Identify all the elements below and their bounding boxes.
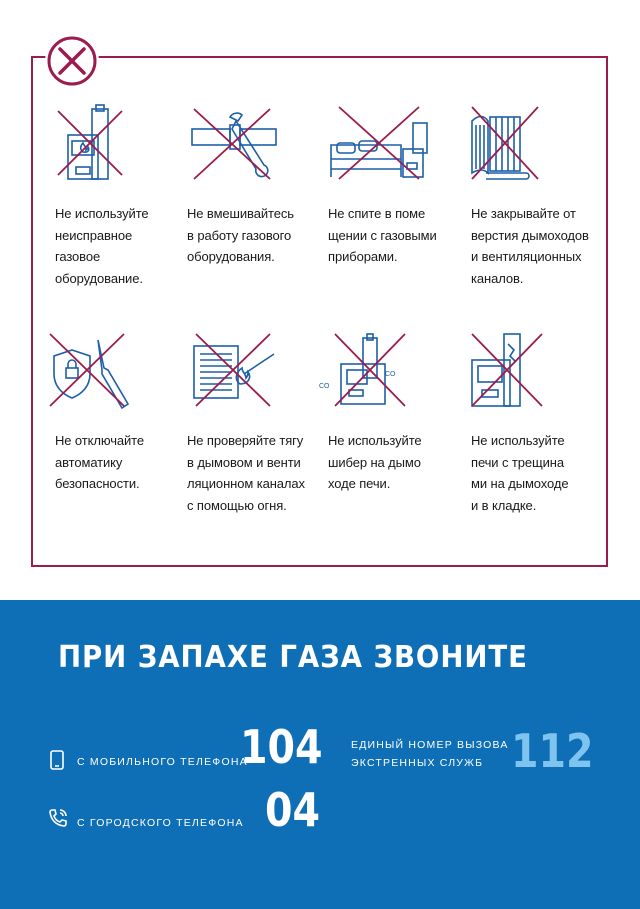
svg-text:CO: CO — [385, 371, 396, 378]
landline-number[interactable]: 04 — [265, 783, 321, 837]
rule-caption: Не проверяйте тягу в дымовом и венти ляционном каналах с помощью огня. — [187, 433, 305, 513]
mobile-phone-icon — [50, 750, 64, 775]
svg-text:CO: CO — [319, 383, 330, 390]
rule-caption: Не отключайте автоматику безопасности. — [55, 433, 145, 491]
rule-caption: Не спите в поме щении с газовыми приборами. — [328, 206, 437, 264]
prohibition-icon — [45, 34, 99, 88]
landline-label: С ГОРОДСКОГО ТЕЛЕФОНА — [77, 817, 244, 829]
mobile-label: С МОБИЛЬНОГО ТЕЛЕФОНА — [77, 756, 248, 768]
stove-damper-co-icon — [315, 330, 399, 410]
emergency-number[interactable]: 112 — [511, 724, 594, 778]
rule-caption: Не вмешивайтесь в работу газового оборудования. — [187, 206, 294, 264]
rule-caption: Не используйте печи с трещина ми на дымоходе и в кладке. — [471, 433, 569, 513]
radiator-cover-icon — [466, 103, 550, 183]
shield-lock-screwdriver-icon — [46, 330, 130, 410]
document-match-flame-icon — [186, 330, 270, 410]
bed-heater-icon — [327, 103, 411, 183]
rule-caption: Не используйте шибер на дымо ходе печи. — [328, 433, 422, 491]
emergency-label-line2: ЭКСТРЕННЫХ СЛУЖБ — [351, 757, 484, 769]
mobile-number[interactable]: 104 — [240, 720, 323, 774]
emergency-label-line1: ЕДИНЫЙ НОМЕР ВЫЗОВА — [351, 739, 509, 751]
landline-phone-icon — [48, 808, 68, 833]
rule-caption: Не используйте неисправное газовое оборудование. — [55, 206, 149, 286]
cracked-stove-icon — [466, 330, 550, 410]
emergency-contacts-band — [0, 600, 640, 909]
faulty-gas-boiler-icon — [48, 103, 132, 183]
headline: ПРИ ЗАПАХЕ ГАЗА ЗВОНИТЕ — [58, 640, 528, 675]
wrench-pipe-icon — [186, 103, 270, 183]
rule-caption: Не закрывайте от верстия дымоходов и вентиляционных каналов. — [471, 206, 589, 286]
